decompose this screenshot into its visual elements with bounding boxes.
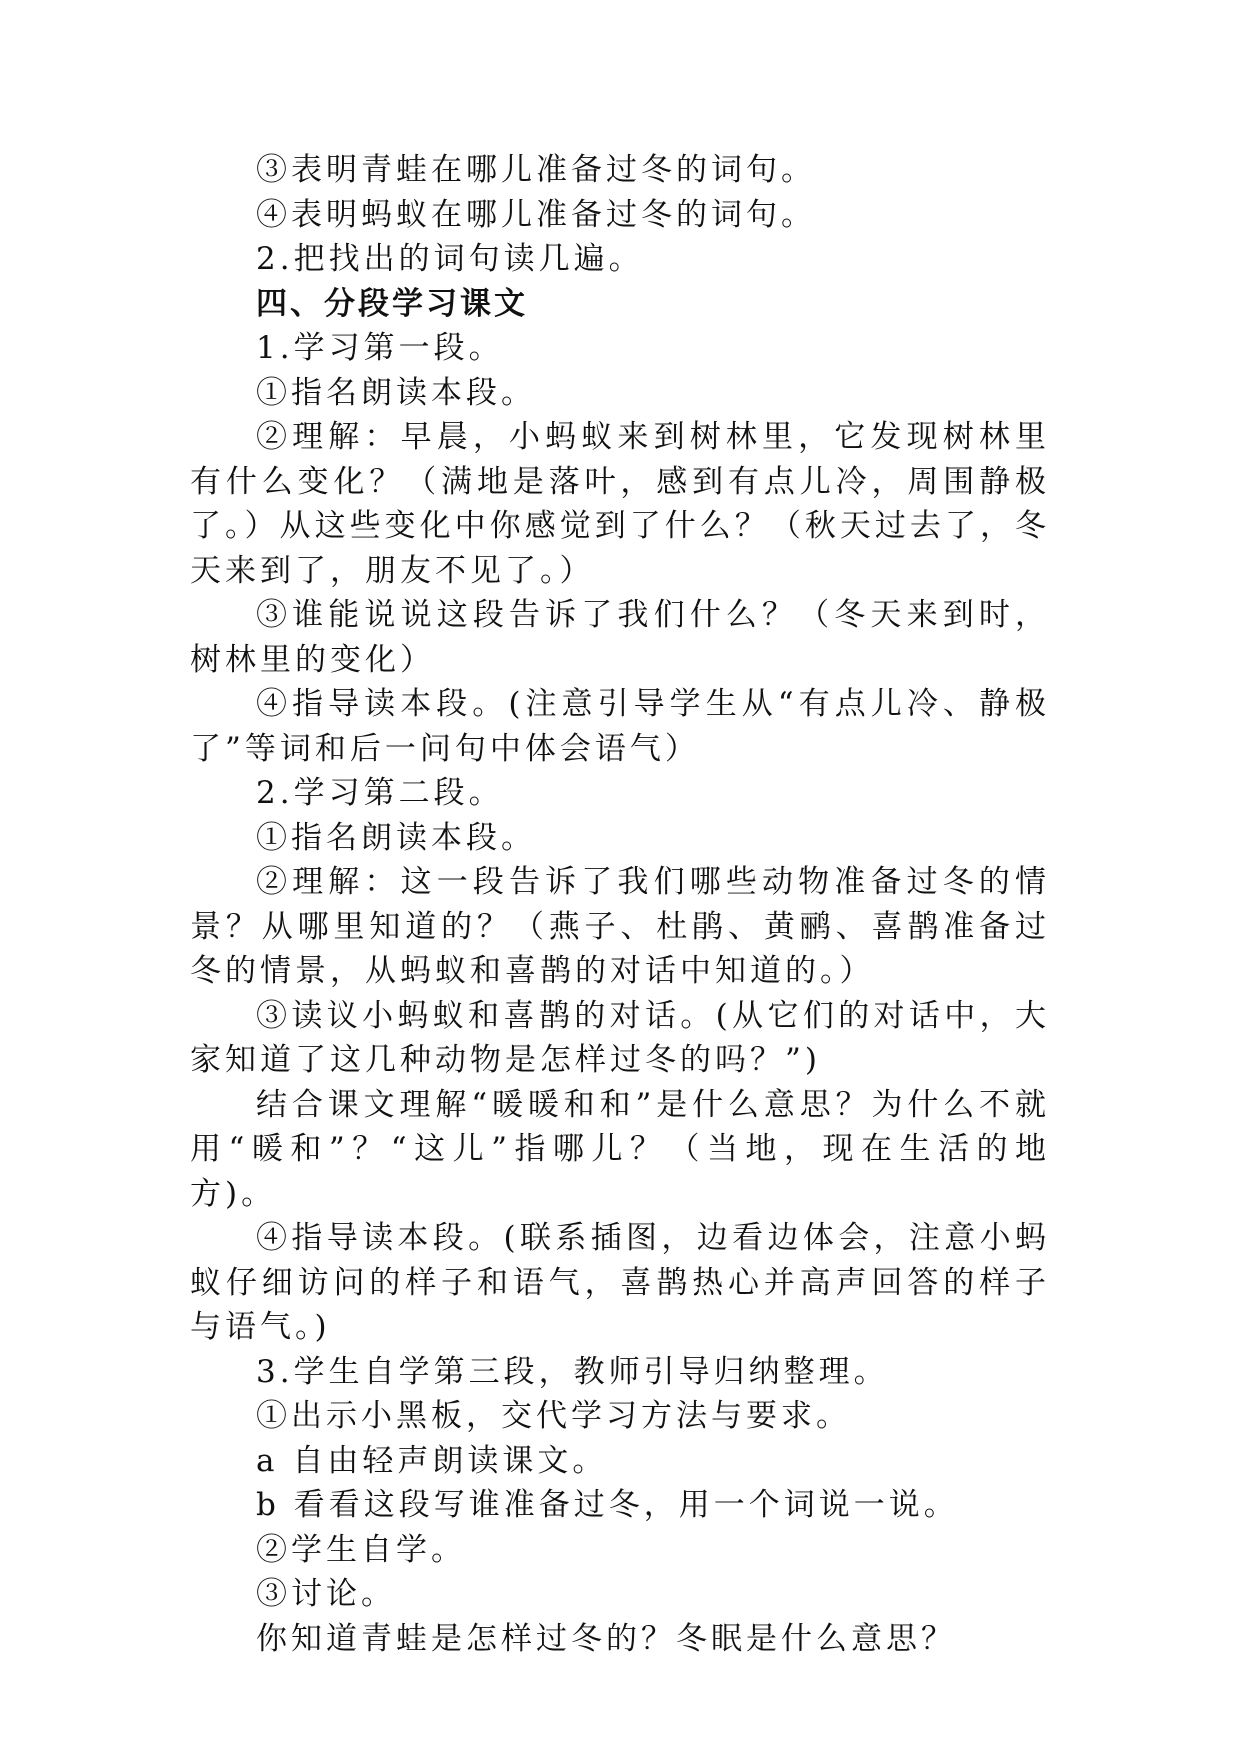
paragraph-read-aloud-2: ①指名朗读本段。 [256,819,536,856]
paragraph-item-4: ④表明蚂蚁在哪儿准备过冬的词句。 [256,196,816,233]
paragraph-question: 你知道青蛙是怎样过冬的？冬眠是什么意思？ [256,1620,956,1657]
paragraph-step-a: a 自由轻声朗读课文。 [256,1442,608,1479]
paragraph-discussion: ③讨论。 [256,1576,396,1612]
paragraph-self-study-third: 3.学生自学第三段，教师引导归纳整理。 [256,1353,889,1390]
paragraph-step-b: b 看看这段写谁准备过冬，用一个词说一说。 [256,1487,959,1523]
paragraph-summary-1: ③谁能说说这段告诉了我们什么？（冬天来到时，树林里的变化） [190,597,1050,678]
paragraph-learn-second-section: 2.学习第二段。 [256,775,504,811]
paragraph-guide-read-1: ④指导读本段。(注意引导学生从“有点儿冷、静极了”等词和后一问句中体会语气） [190,686,1050,767]
paragraph-step-2: 2.把找出的词句读几遍。 [256,241,644,277]
paragraph-item-3: ③表明青蛙在哪儿准备过冬的词句。 [256,152,816,188]
paragraph-understand-2: ②理解：这一段告诉了我们哪些动物准备过冬的情景？从哪里知道的？（燕子、杜鹃、黄鹂、喜鹊准备过冬的情景，从蚂蚁和喜鹊的对话中知道的。） [190,864,1050,989]
paragraph-dialogue: ③读议小蚂蚁和喜鹊的对话。(从它们的对话中，大家知道了这几种动物是怎样过冬的吗？”) [190,997,1050,1078]
paragraph-understand-1: ②理解：早晨，小蚂蚁来到树林里，它发现树林里有什么变化？（满地是落叶，感到有点儿冷，周围静极了。）从这些变化中你感觉到了什么？（秋天过去了，冬天来到了，朋友不见了。） [190,419,1050,589]
paragraph-learn-first-section: 1.学习第一段。 [256,330,504,366]
paragraph-vocabulary: 结合课文理解“暖暖和和”是什么意思？为什么不就用“暖和”？“这儿”指哪儿？（当地，现在生活的地方)。 [190,1086,1050,1212]
paragraph-guide-read-2: ④指导读本段。(联系插图，边看边体会，注意小蚂蚁仔细访问的样子和语气，喜鹊热心并高声回答的样子与语气。) [190,1220,1050,1345]
section-heading-four: 四、分段学习课文 [256,285,528,322]
lesson-text [190,148,1050,1661]
paragraph-self-study: ②学生自学。 [256,1531,466,1568]
paragraph-blackboard: ①出示小黑板，交代学习方法与要求。 [256,1398,851,1434]
paragraph-read-aloud-1: ①指名朗读本段。 [256,374,536,411]
